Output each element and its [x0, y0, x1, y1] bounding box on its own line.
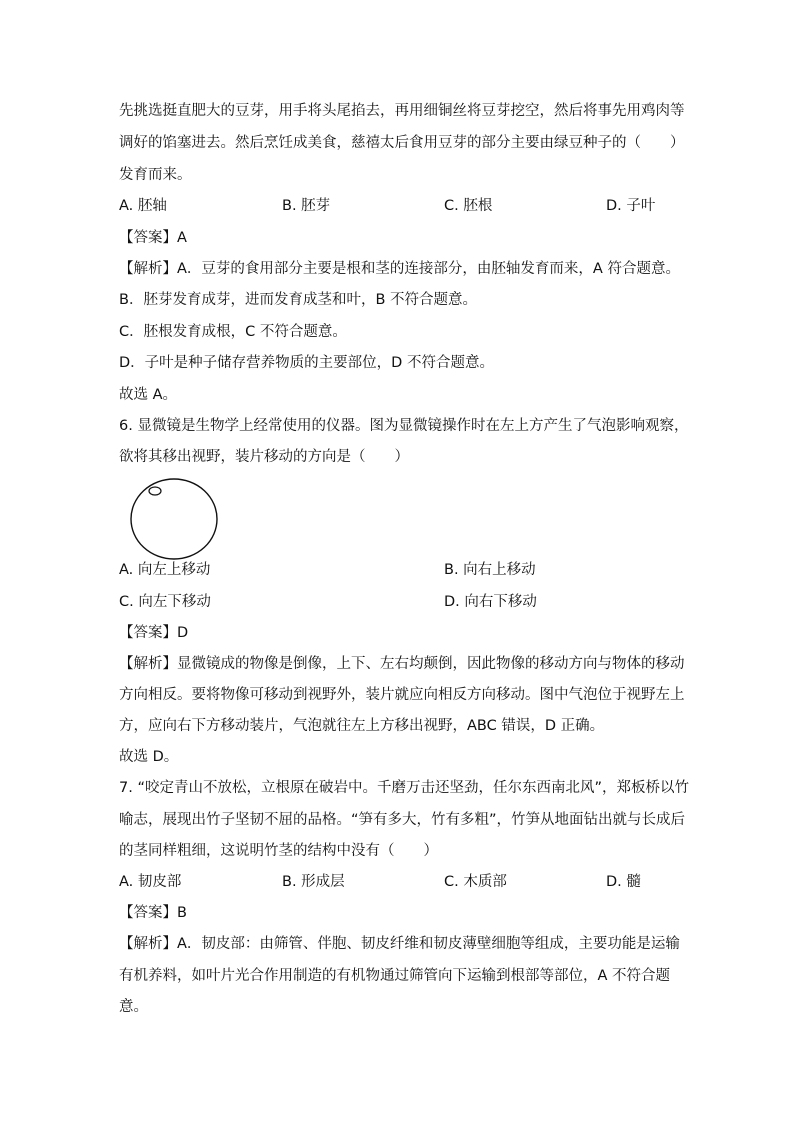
q5-option-a: A. 胚轴 [119, 198, 167, 214]
q6-analysis-2: 方向相反。要将物像可移动到视野外，装片就应向相反方向移动。图中气泡位于视野左上 [119, 687, 685, 703]
q6-option-d: D. 向右下移动 [444, 594, 537, 610]
q6-line-1: 6. 显微镜是生物学上经常使用的仪器。图为显微镜操作时在左上方产生了气泡影响观察， [119, 418, 689, 434]
q7-analysis-2: 有机养料，如叶片光合作用制造的有机物通过筛管向下运输到根部等部位，A 不符合题 [119, 968, 671, 984]
q7-line-2: 喻志，展现出竹子坚韧不屈的品格。“笋有多大，竹有多粗”，竹笋从地面钻出就与长成后 [119, 812, 686, 828]
q7-option-b: B. 形成层 [282, 874, 345, 890]
q5-analysis-2: B．胚芽发育成芽，进而发育成茎和叶，B 不符合题意。 [119, 292, 478, 308]
q5-analysis-4: D．子叶是种子储存营养物质的主要部位，D 不符合题意。 [119, 355, 494, 371]
field-of-view-circle [131, 479, 217, 559]
q5-line-2: 调好的馅塞进去。然后烹饪成美食，慈禧太后食用豆芽的部分主要由绿豆种子的（ ） [119, 135, 685, 151]
q5-option-c: C. 胚根 [444, 198, 493, 214]
q7-line-1: 7. “咬定青山不放松，立根原在破岩中。千磨万击还坚劲，任尔东西南北风”，郑板桥以竹 [119, 780, 689, 796]
q7-analysis-1: 【解析】A．韧皮部：由筛管、伴胞、韧皮纤维和韧皮薄壁细胞等组成，主要功能是运输 [119, 936, 680, 952]
q6-analysis-1: 【解析】显微镜成的物像是倒像，上下、左右均颠倒，因此物像的移动方向与物体的移动 [119, 656, 685, 672]
q5-answer: 【答案】A [119, 230, 187, 246]
q7-option-a: A. 韧皮部 [119, 874, 182, 890]
q6-line-2: 欲将其移出视野，装片移动的方向是（ ） [119, 449, 409, 465]
q5-conclusion: 故选 A。 [119, 387, 178, 403]
q5-line-1: 先挑选挺直肥大的豆芽，用手将头尾掐去，再用细铜丝将豆芽挖空，然后将事先用鸡肉等 [119, 103, 685, 119]
q7-line-3: 的茎同样粗细，这说明竹茎的结构中没有（ ） [119, 843, 438, 859]
q6-conclusion: 故选 D。 [119, 749, 179, 765]
q6-answer: 【答案】D [119, 625, 189, 641]
air-bubble [149, 487, 161, 495]
q6-analysis-3: 方，应向右下方移动装片，气泡就往左上方移出视野，ABC 错误，D 正确。 [119, 718, 605, 734]
q5-option-d: D. 子叶 [606, 198, 656, 214]
q5-analysis-1: 【解析】A．豆芽的食用部分主要是根和茎的连接部分，由胚轴发育而来，A 符合题意。 [119, 261, 680, 277]
q7-option-d: D. 髓 [606, 874, 641, 890]
microscope-field-figure [128, 476, 220, 566]
q6-option-b: B. 向右上移动 [444, 562, 536, 578]
q6-option-a: A. 向左上移动 [119, 562, 211, 578]
q5-line-3: 发育而来。 [119, 167, 192, 183]
q7-option-c: C. 木质部 [444, 874, 507, 890]
q7-analysis-3: 意。 [119, 999, 148, 1015]
q5-analysis-3: C．胚根发育成根，C 不符合题意。 [119, 324, 347, 340]
q7-answer: 【答案】B [119, 905, 187, 921]
q5-option-b: B. 胚芽 [282, 198, 331, 214]
q6-option-c: C. 向左下移动 [119, 594, 211, 610]
